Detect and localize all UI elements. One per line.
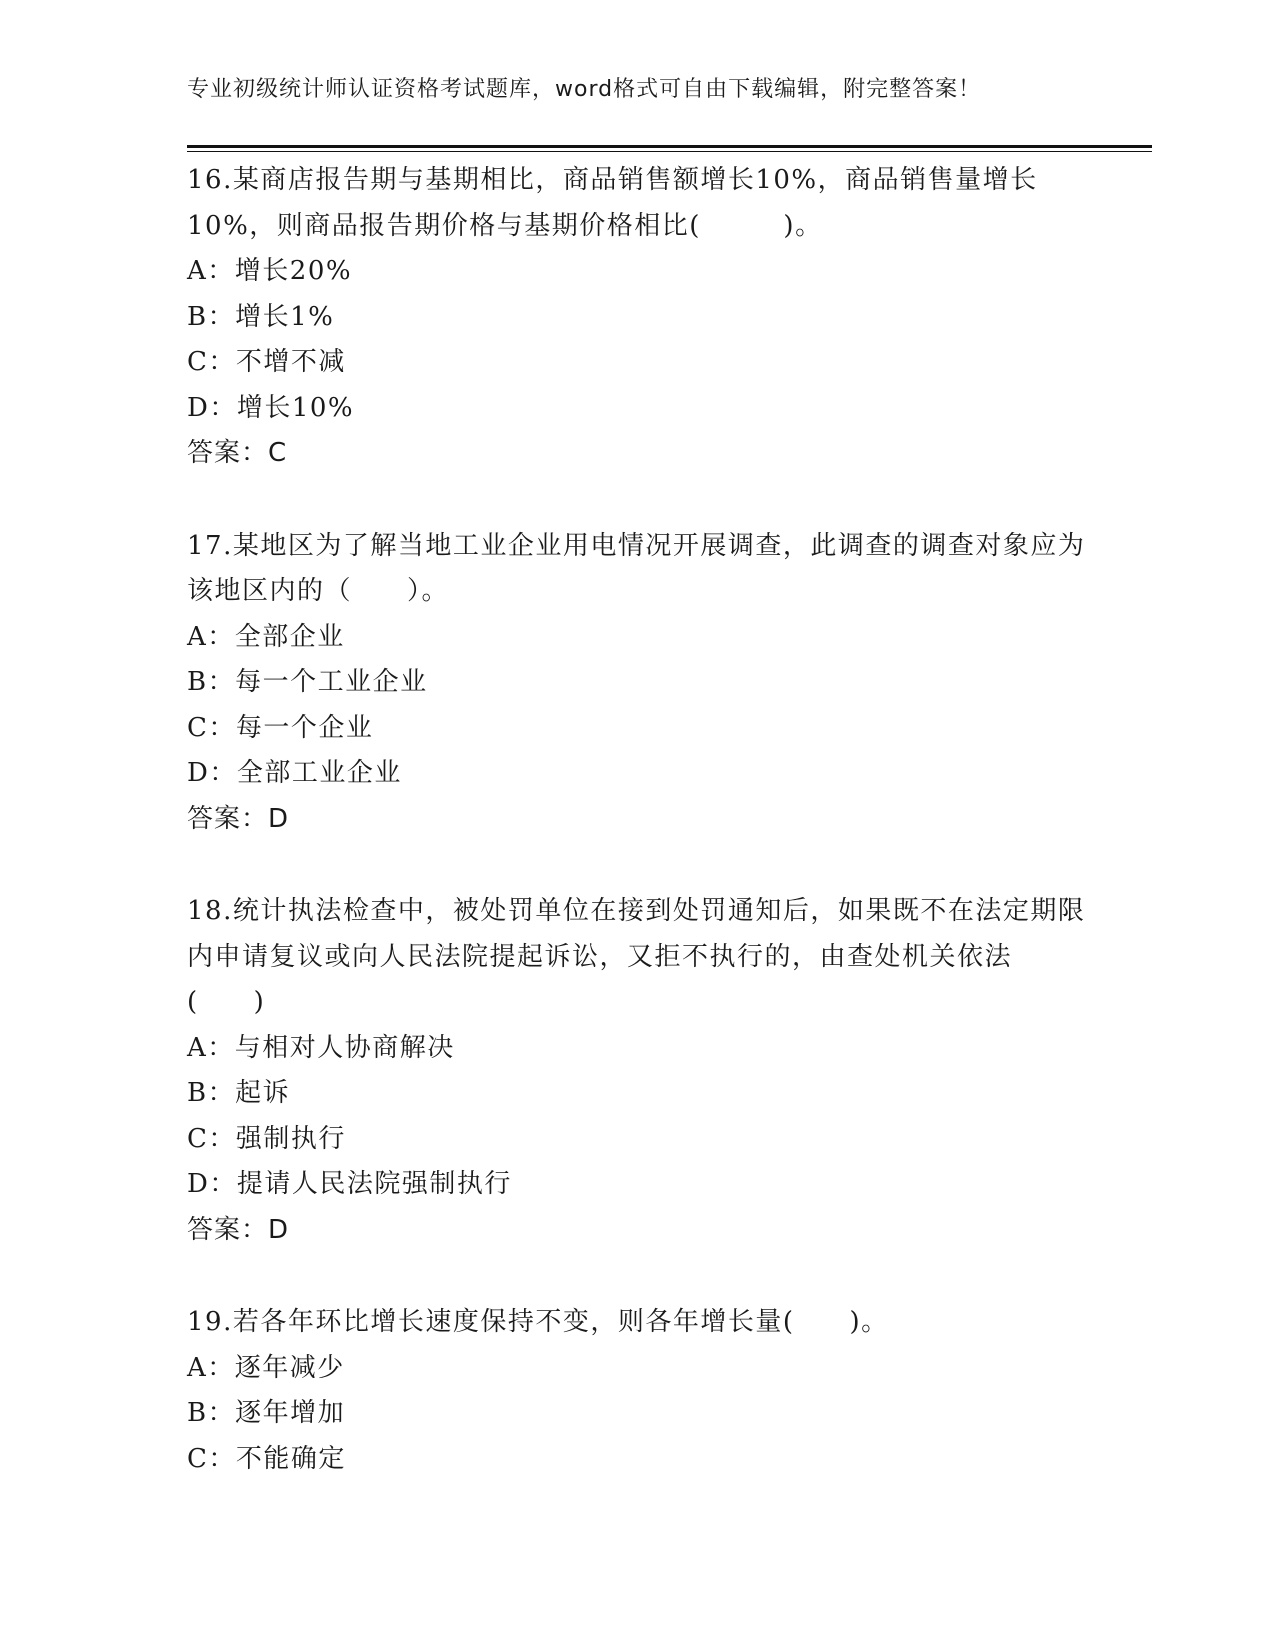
page-header: 专业初级统计师认证资格考试题库，word格式可自由下载编辑，附完整答案！: [187, 77, 982, 102]
question-17: [187, 524, 1087, 843]
option-c: C：每一个企业: [187, 712, 374, 743]
question-19: [187, 1300, 1087, 1482]
answer: 答案：C: [187, 438, 288, 468]
option-c: C：不增不减: [187, 347, 346, 377]
option-b: B：每一个工业企业: [187, 667, 428, 697]
question-stem: 16.某商店报告期与基期相比，商品销售额增长10%，商品销售量增长10%，则商品报告期价格与基期价格相比( )。: [187, 165, 1038, 241]
question-list: [187, 158, 1087, 1529]
option-a: A：与相对人协商解决: [187, 1032, 455, 1063]
option-d: D：全部工业企业: [187, 758, 402, 788]
option-d: D：提请人民法院强制执行: [187, 1169, 512, 1199]
question-stem: 18.统计执法检查中，被处罚单位在接到处罚通知后，如果既不在法定期限内申请复议或向人民法院提起诉讼，又拒不执行的，由查处机关依法( ): [187, 896, 1086, 1017]
option-d: D：增长10%: [187, 392, 355, 423]
option-b: B：增长1%: [187, 301, 335, 332]
option-c: C：不能确定: [187, 1443, 346, 1474]
question-16: [187, 158, 1087, 477]
question-18: [187, 889, 1087, 1253]
option-a: A：增长20%: [187, 256, 353, 286]
question-stem: 17.某地区为了解当地工业企业用电情况开展调查，此调查的调查对象应为该地区内的（ ）。: [187, 530, 1086, 606]
header-rule-thin: [187, 151, 1152, 152]
option-a: A：逐年减少: [187, 1352, 345, 1383]
question-stem: 19.若各年环比增长速度保持不变，则各年增长量( )。: [187, 1307, 889, 1337]
option-a: A：全部企业: [187, 621, 345, 652]
option-c: C：强制执行: [187, 1123, 346, 1154]
answer: 答案：D: [187, 1214, 290, 1245]
option-b: B：起诉: [187, 1078, 291, 1108]
header-rule-thick: [187, 145, 1152, 148]
answer: 答案：D: [187, 803, 290, 834]
option-b: B：逐年增加: [187, 1398, 346, 1428]
